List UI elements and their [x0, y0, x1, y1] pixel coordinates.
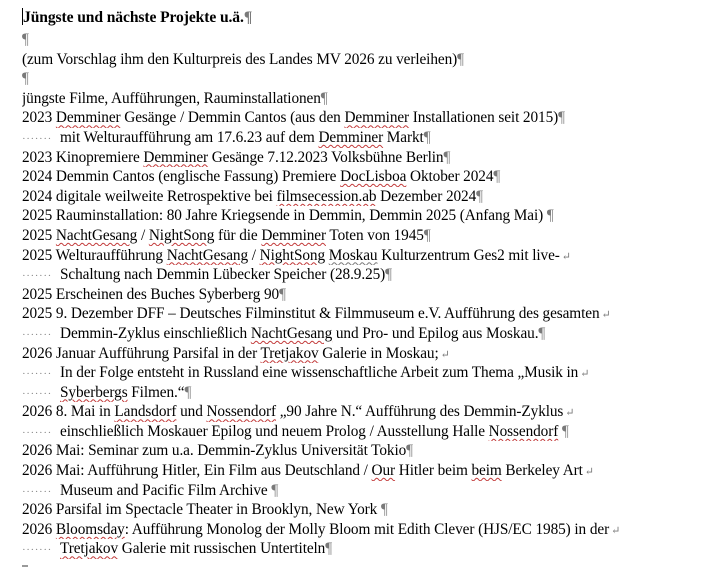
spell-flagged-word: Nossendorf [206, 403, 277, 421]
entry-text: Installationen seit 2015) [409, 109, 559, 127]
note-text: (zum Vorschlag ihm den Kulturpreis des Landes MV 2026 zu verleihen) [22, 50, 458, 68]
pilcrow-icon: ¶ [380, 501, 388, 519]
spell-flagged-word: Tretjakov [60, 540, 119, 558]
line-break-icon: ↵ [580, 368, 590, 381]
line-break-icon: ↵ [565, 407, 575, 420]
tab-marker: ······· [22, 270, 52, 283]
spell-flagged-word: NightSong [259, 246, 326, 264]
entry-text: Dezember 2024 [376, 187, 477, 205]
entry-line[interactable] [22, 226, 708, 246]
entry-line[interactable] [22, 285, 708, 305]
pilcrow-icon: ¶ [406, 442, 413, 460]
entry-text: 2024 digitale weilweite Retrospektive bei [22, 187, 277, 205]
entry-text: Galerie in Moskau; [318, 344, 439, 362]
pilcrow-icon: ¶ [476, 187, 483, 205]
entry-text: Kulturzentrum Ges2 mit live- [377, 246, 560, 264]
entry-text: Schaltung nach Demmin Lübecker Speicher (28.9.25) [60, 266, 386, 284]
pilcrow-icon: ¶ [493, 168, 501, 186]
pilcrow-icon: ¶ [423, 128, 431, 146]
entry-text: 2023 Kinopremiere [22, 148, 144, 166]
spell-flagged-word: filmsecession.ab [276, 187, 377, 205]
pilcrow-icon: ¶ [561, 422, 569, 440]
entry-text: Oktober 2024 [406, 168, 494, 186]
note-paragraph[interactable] [22, 50, 708, 70]
line-break-icon: ↵ [440, 348, 450, 361]
pilcrow-icon: ¶ [279, 285, 286, 303]
entry-text: für die [214, 226, 262, 244]
entry-text: / [248, 246, 260, 264]
entry-line[interactable] [22, 187, 708, 207]
pilcrow-icon: ¶ [423, 226, 431, 244]
entry-text: und Pro- und Epilog aus Moskau. [332, 324, 539, 342]
entry-text: Filmen.“ [127, 383, 185, 401]
pilcrow-icon: ¶ [325, 540, 333, 558]
title-text: Jüngste und nächste Projekte u.ä. [23, 9, 244, 26]
entry-line[interactable] [22, 461, 708, 481]
spell-flagged-word: Demminer [318, 128, 384, 146]
entry-text: Gesänge 7.12.2023 Volksbühne Berlin [208, 148, 444, 166]
entry-line[interactable] [22, 441, 708, 461]
entry-text: 2025 Erscheinen des Buches Syberberg 90 [22, 285, 280, 303]
tab-marker: ······· [22, 426, 52, 439]
entry-continuation-line[interactable] [22, 363, 708, 383]
section-heading-text: jüngste Filme, Aufführungen, Rauminstallationen [22, 89, 321, 107]
entry-text: Galerie mit russischen Untertiteln [118, 540, 326, 558]
entry-continuation-line[interactable] [22, 324, 708, 344]
entry-text: In der Folge entsteht in Russland eine wissenschaftliche Arbeit zum Thema „Musik in [60, 364, 579, 382]
grammar-flagged-word: Moskau [328, 246, 378, 264]
spell-flagged-word: Nossendorf [488, 422, 559, 440]
spell-flagged-word: beim [471, 462, 502, 480]
spell-flagged-word: Our [371, 462, 396, 480]
entry-text: Markt [383, 128, 424, 146]
entry-text: 2026 [22, 520, 56, 538]
pilcrow-icon: ¶ [558, 109, 565, 127]
pilcrow-icon: ¶ [546, 207, 554, 225]
spell-flagged-word: DocLisboa [340, 168, 407, 186]
section-heading[interactable] [22, 89, 708, 109]
line-break-icon: ↵ [561, 250, 571, 263]
spell-flagged-word: Demminer [143, 148, 209, 166]
entry-continuation-line[interactable] [22, 383, 708, 403]
empty-paragraph[interactable] [22, 30, 708, 50]
spell-flagged-word: Bloomsday [55, 520, 125, 538]
entry-text: „90 Jahre N.“ Aufführung des Demmin-Zyklus [276, 403, 564, 421]
spell-flagged-word: NightSong [148, 226, 215, 244]
entry-continuation-line[interactable] [22, 128, 708, 148]
entry-line[interactable] [22, 304, 708, 324]
spell-flagged-word: Demminer [261, 226, 326, 244]
entry-line[interactable] [22, 246, 708, 266]
line-break-icon: ↵ [611, 524, 621, 537]
pilcrow-icon: ¶ [320, 89, 328, 107]
pilcrow-icon: ¶ [538, 324, 546, 342]
spell-flagged-word: NachtGesang [55, 226, 138, 244]
tab-marker: ······· [22, 485, 52, 498]
spell-flagged-word: Syberbergs [60, 383, 128, 401]
entry-text: 2025 Rauminstallation: 80 Jahre Kriegsende in Demmin, Demmin 2025 (Anfang Mai) [22, 207, 547, 225]
line-break-icon: ↵ [584, 466, 594, 479]
line-break-icon: ↵ [601, 309, 611, 322]
entry-continuation-line[interactable] [22, 481, 708, 501]
entry-text: Museum and Pacific Film Archive [60, 481, 272, 499]
entry-line[interactable] [22, 520, 708, 540]
entry-text: 2024 Demmin Cantos (englische Fassung) Premiere [22, 168, 341, 186]
entry-text: Hitler beim [395, 462, 472, 480]
entry-line[interactable] [22, 167, 708, 187]
entry-text: 2025 9. Dezember DFF – Deutsches Filminstitut & Filmmuseum e.V. Aufführung des gesamten [22, 305, 600, 323]
entry-text: 2026 8. Mai in [22, 403, 115, 421]
entry-continuation-line[interactable] [22, 539, 708, 559]
entry-continuation-line[interactable] [22, 265, 708, 285]
spell-flagged-word: Demminer [344, 109, 410, 127]
entry-text: 2026 Mai: Seminar zum u.a. Demmin-Zyklus Universität Tokio [22, 442, 407, 460]
entry-continuation-line[interactable] [22, 422, 708, 442]
entry-line[interactable] [22, 148, 708, 168]
entry-text: Berkeley Art [501, 462, 583, 480]
entry-text: Gesänge / Demmin Cantos (aus den [120, 109, 345, 127]
tab-marker: ······· [22, 387, 52, 400]
pilcrow-icon: ¶ [457, 50, 464, 68]
entry-text: mit Welturaufführung am 17.6.23 auf dem [60, 128, 319, 146]
pilcrow-icon: ¶ [271, 481, 279, 499]
tab-marker: ······· [22, 544, 52, 557]
entry-text: / [137, 226, 149, 244]
entry-text: 2026 Parsifal im Spectacle Theater in Brooklyn, New York [22, 501, 381, 519]
entry-text: und [176, 403, 207, 421]
entry-text: Toten von 1945 [325, 226, 424, 244]
entry-line[interactable] [22, 206, 708, 226]
spell-flagged-word: NachtGesang [166, 246, 249, 264]
pilcrow-icon: ¶ [243, 9, 253, 26]
spell-flagged-word: Landsdorf [114, 403, 177, 421]
empty-paragraph[interactable] [22, 69, 708, 89]
entry-line[interactable] [22, 500, 708, 520]
pilcrow-icon: ¶ [22, 70, 29, 88]
entry-line[interactable] [22, 402, 708, 422]
tab-marker: ······· [22, 328, 52, 341]
entry-text: : Aufführung Monolog der Molly Bloom mit Edith Clever (HJS/EC 1985) in der [124, 520, 610, 538]
entry-line[interactable] [22, 108, 708, 128]
entry-text: 2025 Welturaufführung [22, 246, 167, 264]
pilcrow-icon: ¶ [443, 148, 451, 166]
entry-line[interactable] [22, 344, 708, 364]
pilcrow-icon: ¶ [385, 266, 392, 284]
entry-text: 2026 Mai: Aufführung Hitler, Ein Film aus Deutschland / [22, 462, 372, 480]
tab-marker: ······· [22, 132, 52, 145]
entry-text: 2026 Januar Aufführung Parsifal in der [22, 344, 261, 362]
spell-flagged-word: Demminer [55, 109, 121, 127]
spell-flagged-word: Tretjakov [260, 344, 319, 362]
entry-text: Demmin-Zyklus einschließlich [60, 324, 251, 342]
entry-text: 2023 [22, 109, 56, 127]
pilcrow-icon: ¶ [184, 383, 192, 401]
spell-flagged-word: NachtGesang [250, 324, 333, 342]
entry-text: einschließlich Moskauer Epilog und neuem Prolog / Ausstellung Halle [60, 422, 489, 440]
document-title[interactable] [22, 6, 708, 30]
tab-marker: ······· [22, 368, 52, 381]
pilcrow-icon: ¶ [22, 31, 29, 48]
entry-text: 2025 [22, 226, 56, 244]
